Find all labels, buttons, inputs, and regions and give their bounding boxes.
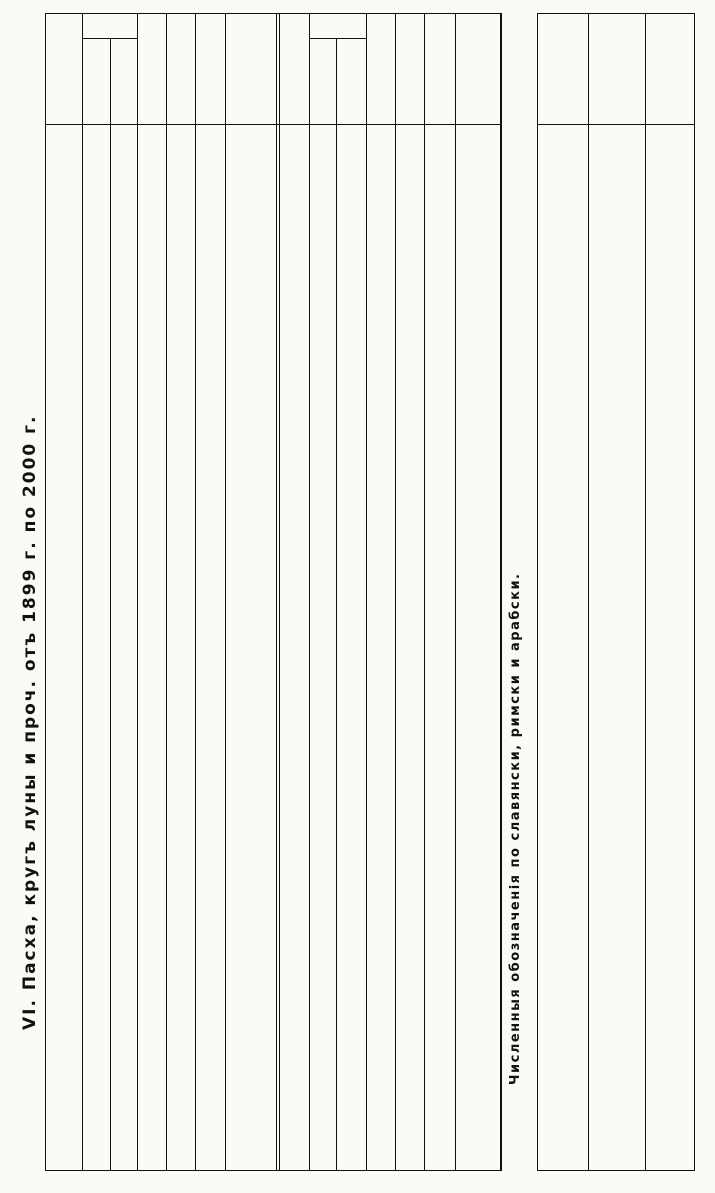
table-column-rule (137, 13, 138, 1171)
numerals-header-rule (537, 124, 695, 125)
table-column-rule (395, 13, 396, 1171)
table-column-rule (424, 13, 425, 1171)
page-title: VI. Пасха, кругъ луны и проч. отъ 1899 г. по 2000 г. (20, 414, 40, 1030)
numerals-table (537, 13, 695, 1171)
table-column-rule (225, 13, 226, 1171)
table-column-rule (110, 38, 111, 1171)
numerals-column-rule (645, 13, 646, 1171)
table-header-rule (45, 124, 276, 125)
table-column-rule (455, 13, 456, 1171)
numerals-column-rule (588, 13, 589, 1171)
table-column-rule (501, 13, 502, 1171)
table-column-rule (195, 13, 196, 1171)
table-column-rule (82, 13, 83, 1171)
page-subtitle: Численныя обозначенія по славянски, римски и арабски. (508, 572, 523, 1085)
table-column-rule (366, 13, 367, 1171)
table-column-rule (276, 13, 277, 1171)
table-column-rule (336, 38, 337, 1171)
table-header-rule (276, 124, 501, 125)
easter-header-rule (309, 38, 366, 39)
easter-table (45, 13, 501, 1171)
halves-divider (279, 13, 280, 1171)
table-column-rule (166, 13, 167, 1171)
table-column-rule (309, 13, 310, 1171)
easter-header-rule (82, 38, 137, 39)
